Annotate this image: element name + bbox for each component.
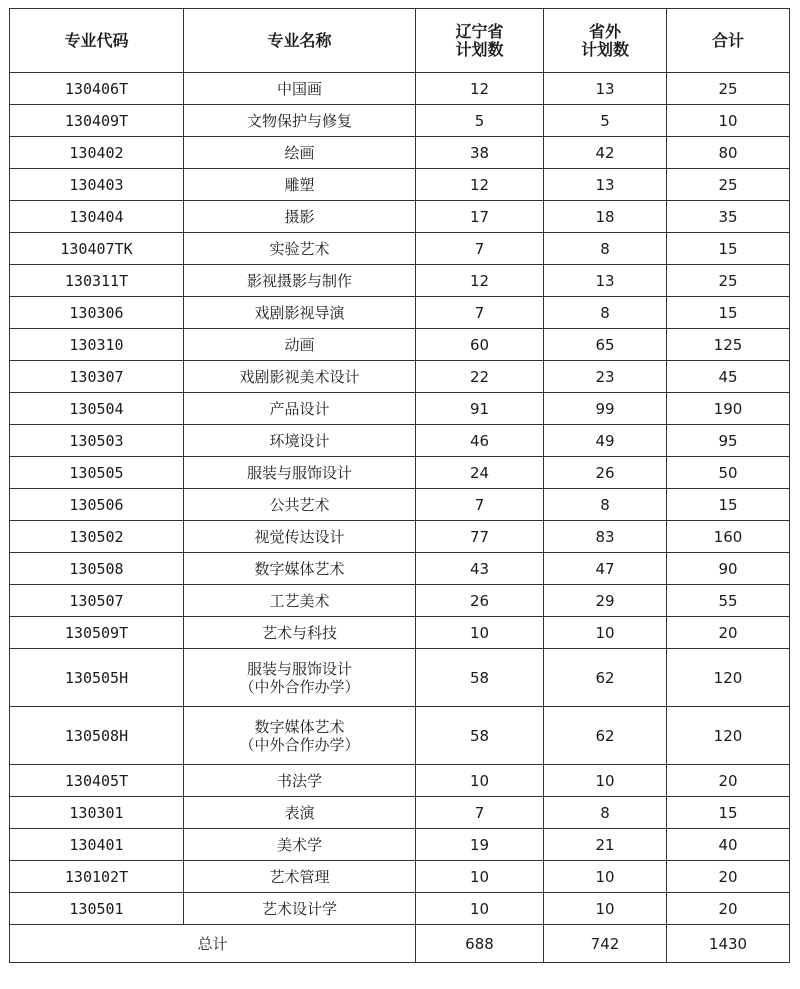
cell-name: [184, 169, 416, 201]
cell-name: [184, 393, 416, 425]
cell-code: 130406T: [10, 73, 184, 105]
cell-name: [184, 425, 416, 457]
cell-code: 130405T: [10, 765, 184, 797]
table-row: [10, 521, 790, 553]
cell-name: [184, 73, 416, 105]
cell-code: 130301: [10, 797, 184, 829]
cell-name-line1: 公共艺术: [269, 495, 330, 514]
cell-code: 130311T: [10, 265, 184, 297]
cell-name: [184, 893, 416, 925]
cell-liaoning: 19: [416, 829, 544, 861]
cell-name: [184, 585, 416, 617]
cell-liaoning: 58: [416, 707, 544, 765]
table-row: [10, 329, 790, 361]
cell-name-line1: 环境设计: [269, 431, 330, 450]
cell-name: [184, 553, 416, 585]
cell-outside: 62: [544, 707, 667, 765]
cell-name: [184, 765, 416, 797]
cell-total: 35: [667, 201, 790, 233]
table-row: [10, 765, 790, 797]
cell-total: 20: [667, 893, 790, 925]
cell-code: 130505: [10, 457, 184, 489]
header-outside-line2: 计划数: [580, 39, 629, 59]
cell-code: 130505H: [10, 649, 184, 707]
table-row: [10, 861, 790, 893]
cell-name-line2: （中外合作办学）: [239, 735, 360, 754]
cell-liaoning: 12: [416, 73, 544, 105]
cell-code: 130502: [10, 521, 184, 553]
cell-name-line1: 视觉传达设计: [254, 527, 345, 546]
cell-liaoning: 12: [416, 265, 544, 297]
table-row: [10, 169, 790, 201]
table-row: [10, 425, 790, 457]
cell-total: 15: [667, 233, 790, 265]
cell-total: 15: [667, 297, 790, 329]
cell-total: 120: [667, 649, 790, 707]
cell-code: 130401: [10, 829, 184, 861]
cell-outside: 13: [544, 265, 667, 297]
table-row: [10, 137, 790, 169]
cell-name: [184, 105, 416, 137]
cell-total: 20: [667, 617, 790, 649]
header-total: 合计: [667, 9, 790, 73]
cell-outside: 10: [544, 617, 667, 649]
cell-total: 125: [667, 329, 790, 361]
cell-liaoning: 10: [416, 861, 544, 893]
enrollment-plan-table: [9, 8, 790, 963]
table-row: [10, 201, 790, 233]
cell-name: [184, 521, 416, 553]
cell-outside: 5: [544, 105, 667, 137]
table-row: [10, 829, 790, 861]
table-row: [10, 617, 790, 649]
cell-name: [184, 707, 416, 765]
cell-total: 25: [667, 169, 790, 201]
cell-code: 130508H: [10, 707, 184, 765]
cell-outside: 8: [544, 797, 667, 829]
cell-name-line1: 美术学: [276, 835, 322, 854]
cell-outside: 10: [544, 861, 667, 893]
table-row: [10, 233, 790, 265]
cell-liaoning: 38: [416, 137, 544, 169]
cell-name-line1: 艺术管理: [269, 867, 330, 886]
cell-code: 130310: [10, 329, 184, 361]
table-row: [10, 893, 790, 925]
cell-total: 50: [667, 457, 790, 489]
cell-name-line1: 服装与服饰设计: [246, 463, 352, 482]
cell-liaoning: 91: [416, 393, 544, 425]
cell-total: 190: [667, 393, 790, 425]
summary-row: [10, 925, 790, 963]
cell-liaoning: 10: [416, 765, 544, 797]
table-row: [10, 73, 790, 105]
cell-name-line1: 书法学: [276, 771, 322, 790]
header-name: 专业名称: [184, 9, 416, 73]
table-row: [10, 457, 790, 489]
cell-name: [184, 265, 416, 297]
cell-outside: 83: [544, 521, 667, 553]
cell-name-line1: 工艺美术: [269, 591, 330, 610]
cell-name-line1: 雕塑: [284, 175, 315, 194]
table-row: [10, 393, 790, 425]
cell-code: 130404: [10, 201, 184, 233]
table-row: [10, 797, 790, 829]
cell-liaoning: 43: [416, 553, 544, 585]
cell-liaoning: 77: [416, 521, 544, 553]
summary-outside: 742: [544, 925, 667, 963]
cell-outside: 42: [544, 137, 667, 169]
cell-outside: 8: [544, 489, 667, 521]
cell-liaoning: 26: [416, 585, 544, 617]
cell-name: [184, 797, 416, 829]
cell-name-line2: （中外合作办学）: [239, 677, 360, 696]
cell-name: [184, 457, 416, 489]
table-row: [10, 265, 790, 297]
header-liaoning-line2: 计划数: [455, 39, 504, 59]
cell-outside: 18: [544, 201, 667, 233]
cell-outside: 65: [544, 329, 667, 361]
cell-name-line1: 戏剧影视美术设计: [239, 367, 360, 386]
cell-liaoning: 7: [416, 233, 544, 265]
cell-outside: 21: [544, 829, 667, 861]
cell-name-line1: 产品设计: [269, 399, 330, 418]
cell-code: 130306: [10, 297, 184, 329]
header-code: 专业代码: [10, 9, 184, 73]
table-row: [10, 489, 790, 521]
cell-name: [184, 829, 416, 861]
summary-label: 总计: [10, 925, 416, 963]
cell-code: 130102T: [10, 861, 184, 893]
table-row: [10, 553, 790, 585]
cell-total: 80: [667, 137, 790, 169]
cell-outside: 8: [544, 297, 667, 329]
cell-total: 95: [667, 425, 790, 457]
cell-code: 130307: [10, 361, 184, 393]
cell-outside: 99: [544, 393, 667, 425]
cell-liaoning: 12: [416, 169, 544, 201]
cell-code: 130504: [10, 393, 184, 425]
header-row: [10, 9, 790, 73]
cell-liaoning: 60: [416, 329, 544, 361]
cell-name-line1: 摄影: [284, 207, 315, 226]
cell-code: 130506: [10, 489, 184, 521]
cell-liaoning: 17: [416, 201, 544, 233]
cell-total: 10: [667, 105, 790, 137]
cell-outside: 8: [544, 233, 667, 265]
table-row: [10, 297, 790, 329]
cell-outside: 23: [544, 361, 667, 393]
cell-name-line1: 动画: [284, 335, 315, 354]
cell-liaoning: 10: [416, 617, 544, 649]
cell-total: 25: [667, 265, 790, 297]
cell-outside: 62: [544, 649, 667, 707]
cell-code: 130407TK: [10, 233, 184, 265]
header-outside: [544, 9, 667, 73]
cell-code: 130409T: [10, 105, 184, 137]
cell-name-line1: 艺术设计学: [261, 899, 337, 918]
cell-name-line1: 实验艺术: [269, 239, 330, 258]
cell-outside: 29: [544, 585, 667, 617]
cell-name: [184, 617, 416, 649]
cell-total: 25: [667, 73, 790, 105]
cell-name: [184, 233, 416, 265]
summary-liaoning: 688: [416, 925, 544, 963]
cell-name: [184, 489, 416, 521]
cell-liaoning: 7: [416, 297, 544, 329]
table-row: [10, 585, 790, 617]
cell-name: [184, 861, 416, 893]
cell-total: 120: [667, 707, 790, 765]
cell-outside: 10: [544, 765, 667, 797]
table-row: [10, 105, 790, 137]
cell-outside: 49: [544, 425, 667, 457]
cell-outside: 10: [544, 893, 667, 925]
cell-total: 45: [667, 361, 790, 393]
cell-outside: 26: [544, 457, 667, 489]
header-liaoning-line1: 辽宁省: [455, 21, 504, 41]
cell-name-line1: 服装与服饰设计: [246, 659, 352, 678]
cell-total: 40: [667, 829, 790, 861]
cell-total: 15: [667, 797, 790, 829]
cell-total: 55: [667, 585, 790, 617]
cell-liaoning: 10: [416, 893, 544, 925]
cell-code: 130509T: [10, 617, 184, 649]
cell-name-line1: 数字媒体艺术: [254, 559, 345, 578]
cell-liaoning: 22: [416, 361, 544, 393]
cell-name: [184, 137, 416, 169]
cell-liaoning: 7: [416, 797, 544, 829]
cell-name-line1: 中国画: [276, 79, 322, 98]
table-row: [10, 707, 790, 765]
cell-name: [184, 361, 416, 393]
cell-name-line1: 戏剧影视导演: [254, 303, 345, 322]
cell-name-line1: 文物保护与修复: [246, 111, 352, 130]
header-liaoning: [416, 9, 544, 73]
cell-outside: 13: [544, 73, 667, 105]
cell-name-line1: 艺术与科技: [261, 623, 337, 642]
cell-name-line1: 影视摄影与制作: [246, 271, 352, 290]
summary-total: 1430: [667, 925, 790, 963]
cell-total: 20: [667, 765, 790, 797]
cell-name: [184, 297, 416, 329]
cell-code: 130507: [10, 585, 184, 617]
cell-liaoning: 24: [416, 457, 544, 489]
cell-code: 130403: [10, 169, 184, 201]
cell-name-line1: 数字媒体艺术: [254, 717, 345, 736]
cell-code: 130503: [10, 425, 184, 457]
cell-name-line1: 表演: [284, 803, 315, 822]
header-outside-line1: 省外: [588, 21, 621, 41]
cell-liaoning: 46: [416, 425, 544, 457]
table-row: [10, 649, 790, 707]
cell-total: 20: [667, 861, 790, 893]
cell-liaoning: 58: [416, 649, 544, 707]
cell-outside: 47: [544, 553, 667, 585]
cell-liaoning: 7: [416, 489, 544, 521]
cell-name: [184, 649, 416, 707]
cell-total: 15: [667, 489, 790, 521]
cell-code: 130508: [10, 553, 184, 585]
cell-name-line1: 绘画: [284, 143, 315, 162]
cell-total: 90: [667, 553, 790, 585]
cell-code: 130402: [10, 137, 184, 169]
cell-name: [184, 201, 416, 233]
cell-code: 130501: [10, 893, 184, 925]
cell-total: 160: [667, 521, 790, 553]
cell-outside: 13: [544, 169, 667, 201]
cell-liaoning: 5: [416, 105, 544, 137]
cell-name: [184, 329, 416, 361]
table-row: [10, 361, 790, 393]
